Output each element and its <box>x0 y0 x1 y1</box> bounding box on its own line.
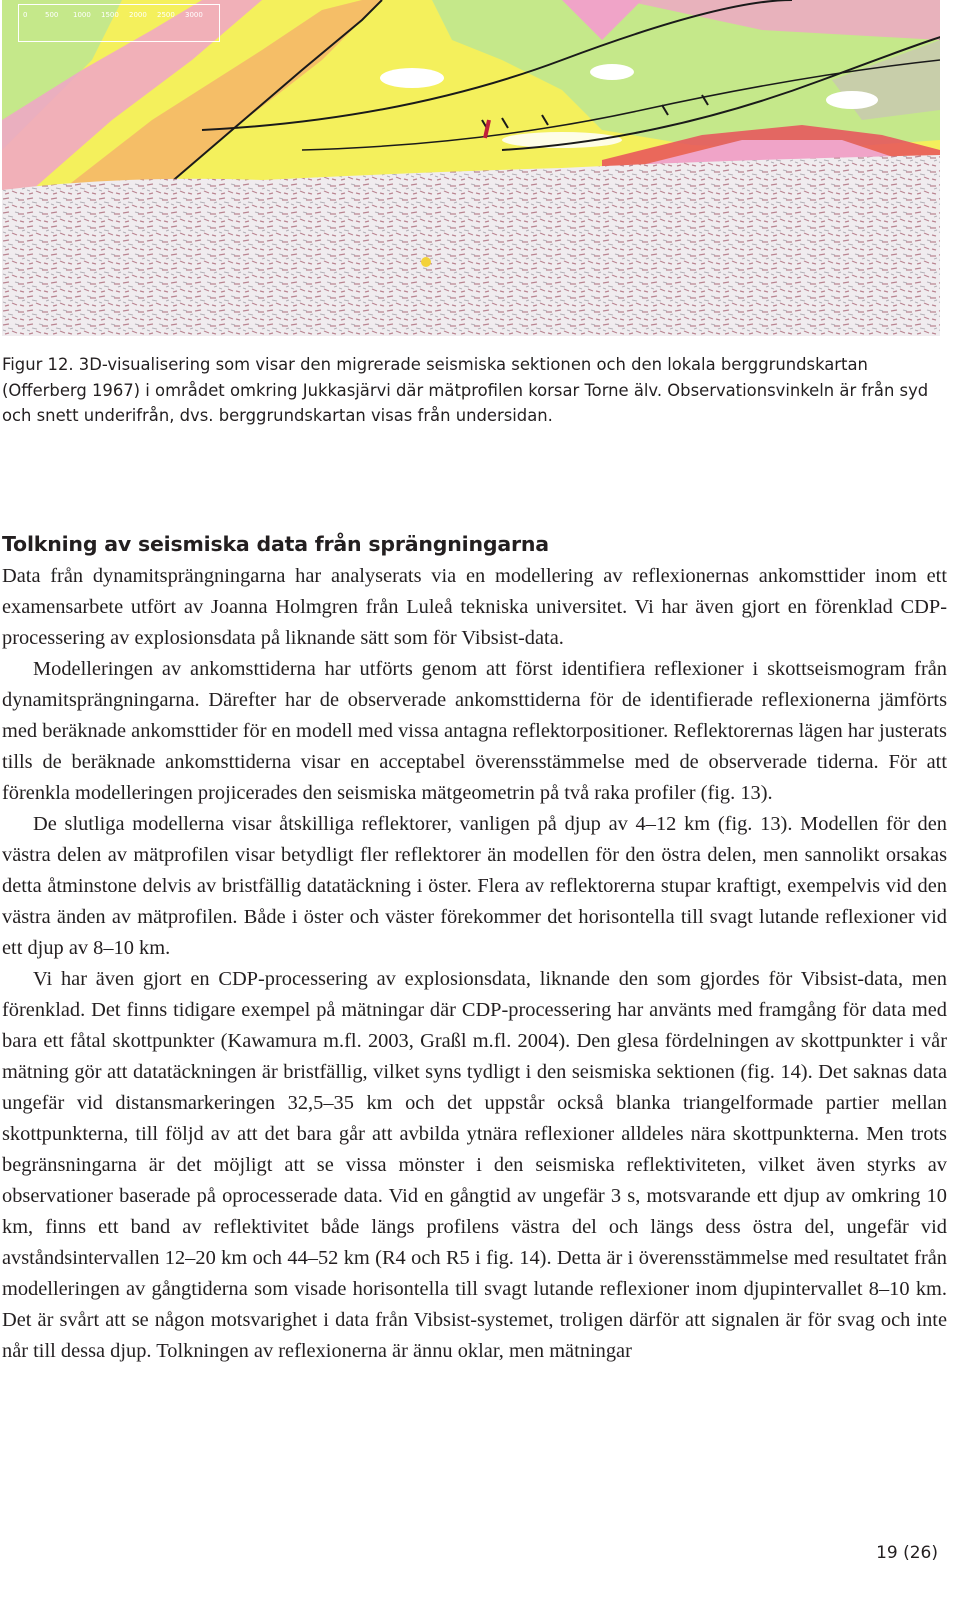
paragraph: De slutliga modellerna visar åtskilliga reflektorer, vanligen på djup av 4–12 km (fig. 13). Modellen för den västra delen av mätprofilen visar betydligt fler reflektorer än modellen för den östra delen, men sannolikt orsakas detta åtminstone delvis av bristfällig datatäckning i öster. Flera av reflektorerna stupar kraftigt, exempelvis vid den västra änden av mätprofilen. Både i öster och väster förekommer det horisontella till svagt lutande reflexioner vid ett djup av 8–10 km. <box>2 813 947 959</box>
paragraph: Data från dynamitsprängningarna har analyserats via en modellering av reflexionernas ankomsttider inom ett examensarbete utfört av Joanna Holmgren från Luleå tekniska universitet. Vi har även gjort en förenklad CDP-processering av explosionsdata på liknande sätt som för Vibsist-data. <box>2 565 947 649</box>
paragraph: Vi har även gjort en CDP-processering av explosionsdata, liknande den som gjordes för Vibsist-data, men förenklad. Det finns tidigare exempel på mätningar där CDP-processering har använts med framgång för data med bara ett fåtal skottpunkter (Kawamura m.fl. 2003, Graßl m.fl. 2004). Den glesa fördelningen av skottpunkter i vår mätning gör att datatäckningen är bristfällig, vilket syns tydligt i den seismiska sektionen (fig. 14). Det saknas data ungefär vid distansmarkeringen 32,5–35 km och det uppstår också blanka triangelformade partier mellan skottpunkterna, till följd av att det bara går att avbilda ytnära reflexioner alldeles nära skottpunkterna. Men trots begränsningarna är det möjligt att se vissa mönster i den seismiska reflektiviteten, vilket även styrks av observationer baserade på oprocesserade data. Vid en gångtid av ungefär 3 s, motsvarande ett djup av omkring 10 km, finns ett band av reflektivitet både längs profilens västra del och längs dess östra del, ungefär vid avståndsintervallen 12–20 km och 44–52 km (R4 och R5 i fig. 14). Detta är i överensstämmelse med resultatet från modelleringen av gångtiderna som visade horisontella till svagt lutande reflexioner inom djupintervallet 8–10 km. Det är svårt att se någon motsvarighet i data från Vibsist-systemet, troligen därför att signalen är för svag och inte når till dessa djup. Tolkningen av reflexionerna är ännu oklar, men mätningar <box>2 968 947 1362</box>
scale-tick: 1500 <box>101 11 119 19</box>
map-and-seismic-image <box>2 0 940 336</box>
scale-tick: 2500 <box>157 11 175 19</box>
river <box>502 132 622 148</box>
scale-tick: 3000 <box>185 11 203 19</box>
scale-tick: 2000 <box>129 11 147 19</box>
paragraph: Modelleringen av ankomsttiderna har utförts genom att först identifiera reflexioner i skottseismogram från dynamitsprängningarna. Därefter har de observerade ankomsttiderna för de identifierade reflexionerna jämförts med beräknade ankomsttider för en modell med vissa antagna reflektorpositioner. Reflektorernas lägen har justerats tills de beräknade ankomsttiderna visar en acceptabel överensstämmelse med de observerade tiderna. För att förenkla modelleringen projicerades den seismiska mätgeometrin på två raka profiler (fig. 13). <box>2 658 947 804</box>
figure-3d-visualization <box>2 0 940 336</box>
seismic-section <box>2 155 940 336</box>
lake <box>590 64 634 80</box>
location-marker <box>421 257 431 267</box>
page-number: 19 (26) <box>876 1543 938 1563</box>
scale-tick: 500 <box>45 11 59 19</box>
body-text <box>2 561 947 1367</box>
lake <box>826 91 878 109</box>
scale-bar <box>18 4 220 42</box>
scale-tick: 1000 <box>73 11 91 19</box>
lake <box>380 68 444 88</box>
section-heading: Tolkning av seismiska data från sprängningarna <box>2 532 549 556</box>
scale-tick: 0 <box>23 11 28 19</box>
figure-caption: Figur 12. 3D-visualisering som visar den migrerade seismiska sektionen och den lokala berggrundskartan (Offerberg 1967) i området omkring Jukkasjärvi där mätprofilen korsar Torne älv. Observationsvinkeln är från syd och snett underifrån, dvs. berggrundskartan visas från undersidan. <box>2 355 929 425</box>
